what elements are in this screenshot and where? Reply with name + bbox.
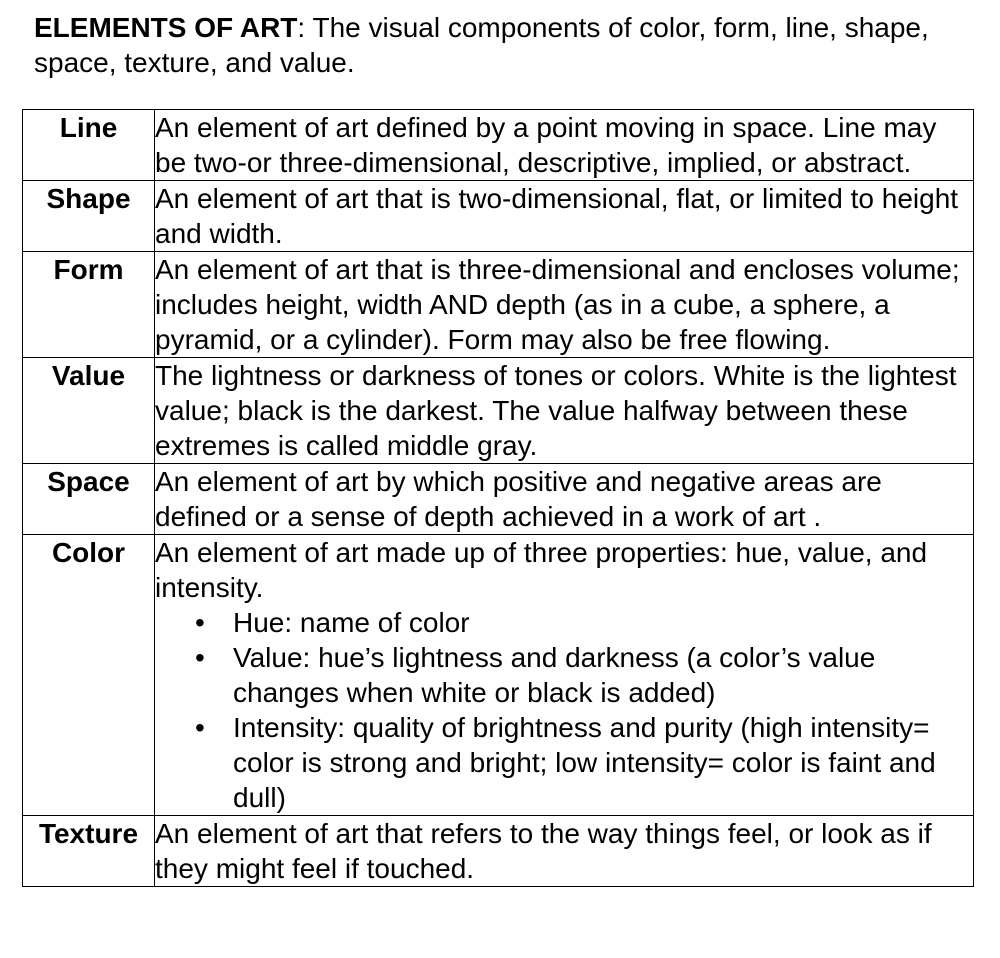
definition-cell: The lightness or darkness of tones or colors. White is the lightest value; black is the darkest. The value halfway between these extremes is called middle gray.: [155, 358, 974, 464]
definition-cell: An element of art by which positive and negative areas are defined or a sense of depth achieved in a work of art .: [155, 464, 974, 535]
heading-definition: : The visual components of color, form, line, shape, space, texture, and value.: [34, 12, 929, 78]
bullet-icon: •: [195, 712, 205, 743]
list-item-text: Hue: name of color: [233, 607, 470, 638]
bullet-icon: •: [195, 642, 205, 673]
list-item-value: [195, 640, 973, 710]
term-cell: Texture: [23, 816, 155, 887]
color-properties-list: [155, 605, 973, 815]
definition-cell: An element of art that is three-dimensional and encloses volume; includes height, width AND depth (as in a cube, a sphere, a pyramid, or a cylinder). Form may also be free flowing.: [155, 252, 974, 358]
list-item-hue: [195, 605, 973, 640]
color-definition-text: An element of art made up of three properties: hue, value, and intensity.: [155, 537, 928, 603]
term-cell: Color: [23, 535, 155, 816]
term-cell: Space: [23, 464, 155, 535]
table-row-texture: [23, 816, 974, 887]
term-cell: Form: [23, 252, 155, 358]
heading-term: ELEMENTS OF ART: [34, 12, 298, 43]
table-row-color: [23, 535, 974, 816]
term-cell: Shape: [23, 181, 155, 252]
page-heading: [34, 10, 974, 80]
list-item-text: Intensity: quality of brightness and purity (high intensity= color is strong and bright; low intensity= color is faint and dull): [233, 712, 936, 813]
definition-cell: [155, 535, 974, 816]
table-row-line: [23, 110, 974, 181]
definition-cell: An element of art that is two-dimensional, flat, or limited to height and width.: [155, 181, 974, 252]
table-row-space: [23, 464, 974, 535]
table-row-form: [23, 252, 974, 358]
term-cell: Value: [23, 358, 155, 464]
table-row-shape: [23, 181, 974, 252]
definition-cell: An element of art that refers to the way things feel, or look as if they might feel if touched.: [155, 816, 974, 887]
list-item-intensity: [195, 710, 973, 815]
definition-cell: An element of art defined by a point moving in space. Line may be two-or three-dimensional, descriptive, implied, or abstract.: [155, 110, 974, 181]
term-cell: Line: [23, 110, 155, 181]
list-item-text: Value: hue’s lightness and darkness (a color’s value changes when white or black is added): [233, 642, 876, 708]
elements-table: [22, 109, 974, 887]
bullet-icon: •: [195, 607, 205, 638]
table-row-value: [23, 358, 974, 464]
